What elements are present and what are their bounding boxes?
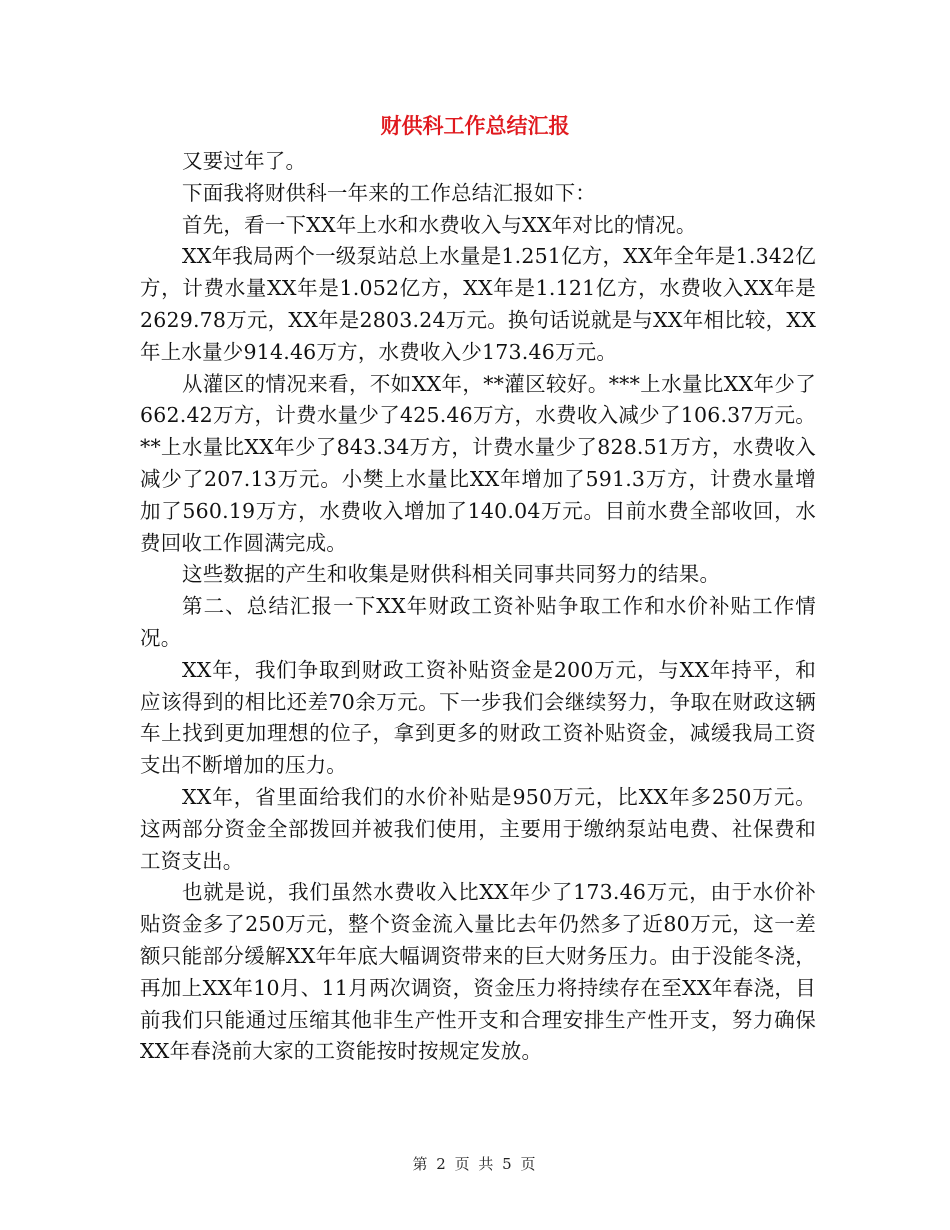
paragraph-2: 下面我将财供科一年来的工作总结汇报如下： (182, 180, 596, 205)
paragraph-10: 也就是说，我们虽然水费收入比XX年少了173.46万元，由于水价补贴资金多了250万元，整个资金流入量比去年仍然多了近80万元，这一差额只能部分缓解XX年年底大幅调资带来的巨大财务压力。由于没能冬浇，再加上XX年10月、11月两次调资，资金压力将持续存在至XX年春浇，目前我们只能通过压缩其他非生产性开支和合理安排生产性开支，努力确保XX年春浇前大家的工资能按时按规定发放。 (140, 880, 816, 1064)
paragraph-8: XX年，我们争取到财政工资补贴资金是200万元，与XX年持平，和应该得到的相比还差70余万元。下一步我们会继续努力，争取在财政这辆车上找到更加理想的位子，拿到更多的财政工资补贴资金，减缓我局工资支出不断增加的压力。 (140, 657, 816, 778)
paragraph-1: 又要过年了。 (182, 149, 307, 173)
document-title: 财供科工作总结汇报 (380, 114, 570, 138)
document-body (140, 146, 816, 1068)
paragraph-3: 首先，看一下XX年上水和水费收入与XX年对比的情况。 (182, 212, 697, 237)
paragraph-4: XX年我局两个一级泵站总上水量是1.251亿方，XX年全年是1.342亿方，计费水量XX年是1.052亿方，XX年是1.121亿方，水费收入XX年是2629.78万元，XX年是2803.24万元。换句话说就是与XX年相比较，XX年上水量少914.46万方，水费收入少173.46万元。 (140, 244, 816, 364)
paragraph-9: XX年，省里面给我们的水价补贴是950万元，比XX年多250万元。这两部分资金全部拨回并被我们使用，主要用于缴纳泵站电费、社保费和工资支出。 (140, 784, 816, 873)
paragraph-7: 第二、总结汇报一下XX年财政工资补贴争取工作和水价补贴工作情况。 (140, 594, 816, 650)
paragraph-6: 这些数据的产生和收集是财供科相关同事共同努力的结果。 (182, 562, 721, 587)
paragraph-5: 从灌区的情况来看，不如XX年，**灌区较好。***上水量比XX年少了662.42万方，计费水量少了425.46万方，水费收入减少了106.37万元。**上水量比XX年少了843.34万方，计费水量少了828.51万方，水费收入减少了207.13万元。小樊上水量比XX年增加了591.3万方，计费水量增加了560.19万方，水费收入增加了140.04万元。目前水费全部收回，水费回收工作圆满完成。 (140, 371, 816, 555)
page-number-footer: 第 2 页 共 5 页 (412, 1155, 538, 1173)
